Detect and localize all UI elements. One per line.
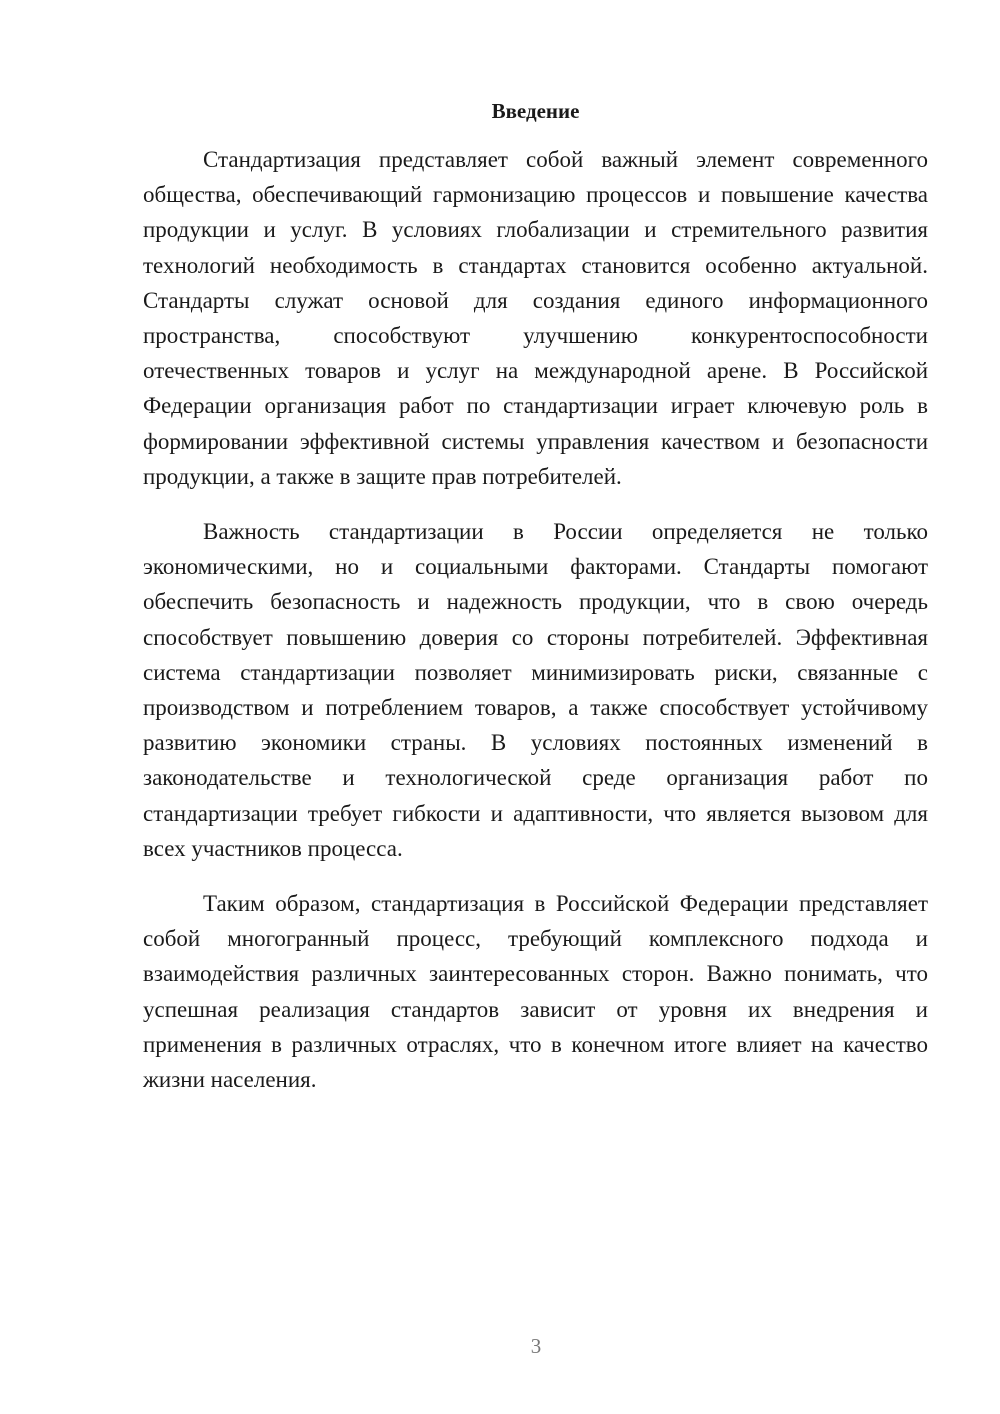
paragraph-1: Стандартизация представляет собой важный элемент современного общества, обеспечивающий гармонизацию процессов и повышение качества продукции и услуг. В условиях глобализации и стремительного развития технологий необходимость в стандартах становится особенно актуальной. Стандарты служат основой для создания единого информационного пространства, способствуют улучшению конкурентоспособности отечественных товаров и услуг на международной арене. В Российской Федерации организация работ по стандартизации играет ключевую роль в формировании эффективной системы управления качеством и безопасности продукции, а также в защите прав потребителей.: [143, 147, 928, 489]
section-title: Введение: [491, 99, 580, 123]
paragraph-2: Важность стандартизации в России определяется не только экономическими, но и социальными факторами. Стандарты помогают обеспечить безопасность и надежность продукции, что в свою очередь способствует повышению доверия со стороны потребителей. Эффективная система стандартизации позволяет минимизировать риски, связанные с производством и потреблением товаров, а также способствует устойчивому развитию экономики страны. В условиях постоянных изменений в законодательстве и технологической среде организация работ по стандартизации требует гибкости и адаптивности, что является вызовом для всех участников процесса.: [143, 519, 928, 861]
page-number: 3: [530, 1334, 542, 1358]
document-body: [143, 142, 928, 1117]
paragraph-3: Таким образом, стандартизация в Российской Федерации представляет собой многогранный процесс, требующий комплексного подхода и взаимодействия различных заинтересованных сторон. Важно понимать, что успешная реализация стандартов зависит от уровня их внедрения и применения в различных отраслях, что в конечном итоге влияет на качество жизни населения.: [143, 891, 928, 1093]
